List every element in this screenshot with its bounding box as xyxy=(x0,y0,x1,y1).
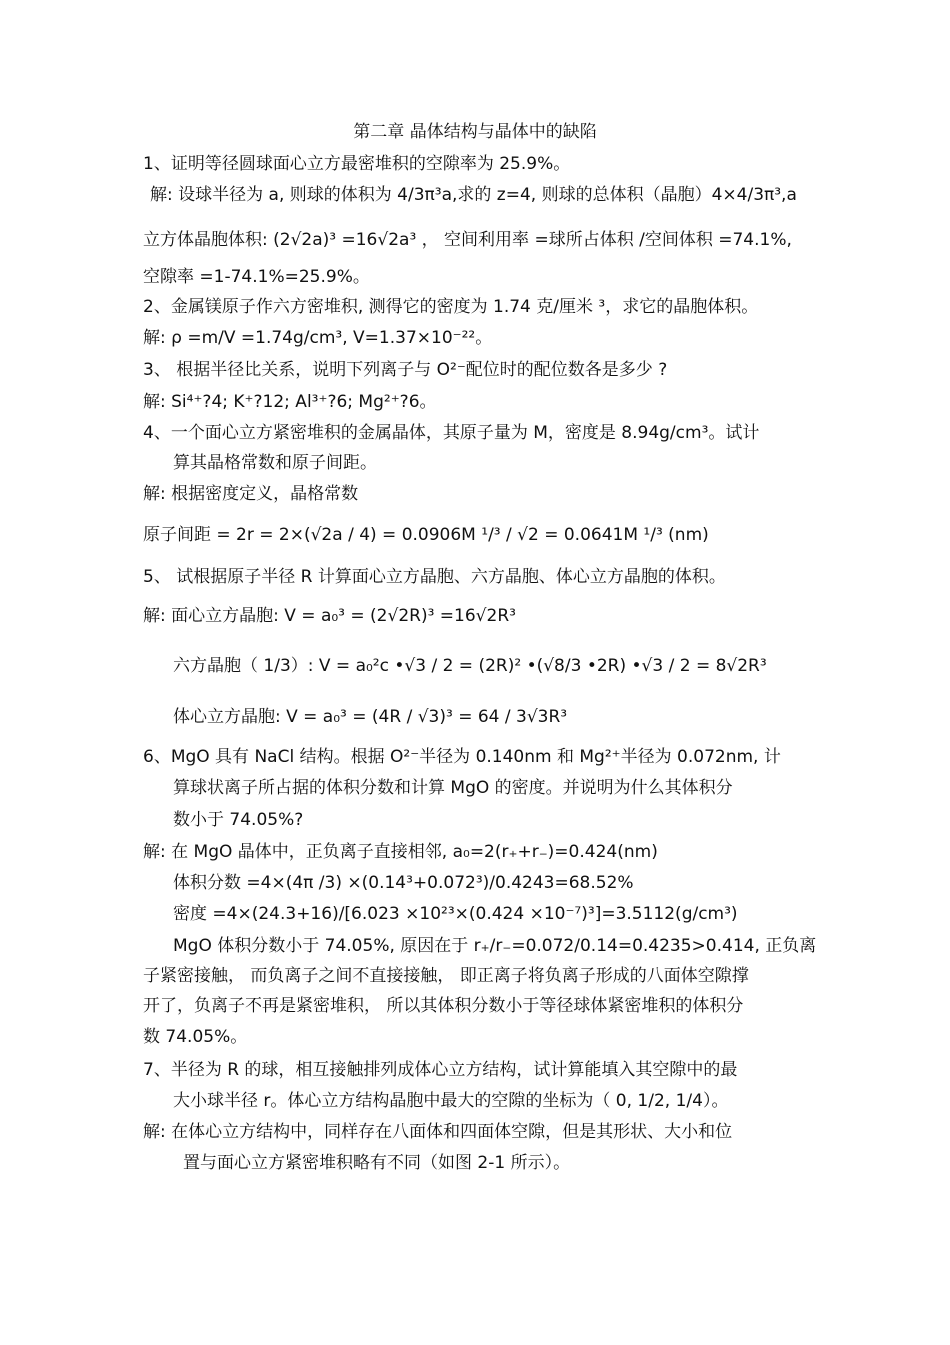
q6-text-2: 算球状离子所占据的体积分数和计算 MgO 的密度。并说明为什么其体积分 xyxy=(173,778,733,798)
q4-solution-1: 解: 根据密度定义，晶格常数 xyxy=(143,484,359,504)
q5-solution-1: 解: 面心立方晶胞: V = a₀³ = (2√2R)³ =16√2R³ xyxy=(143,606,516,626)
q1-text: 1、证明等径圆球面心立方最密堆积的空隙率为 25.9%。 xyxy=(143,154,571,174)
q5-solution-2: 六方晶胞（ 1/3）: V = a₀²c •√3 / 2 = (2R)² •(√8/3 •2R) •√3 / 2 = 8√2R³ xyxy=(173,656,767,676)
q7-solution-2: 置与面心立方紧密堆积略有不同（如图 2-1 所示）。 xyxy=(183,1153,571,1173)
q7-text-2: 大小球半径 r。体心立方结构晶胞中最大的空隙的坐标为（ 0, 1/2, 1/4）。 xyxy=(173,1091,729,1111)
q6-solution-4: MgO 体积分数小于 74.05%, 原因在于 r₊/r₋=0.072/0.14=0.4235>0.414, 正负离 xyxy=(173,936,817,956)
q1-solution-1: 解: 设球半径为 a, 则球的体积为 4/3π³a,求的 z=4, 则球的总体积（晶胞）4×4/3π³,a xyxy=(150,185,797,205)
chapter-title: 第二章 晶体结构与晶体中的缺陷 xyxy=(353,122,597,142)
q1-solution-2: 立方体晶胞体积: (2√2a)³ =16√2a³ ， 空间利用率 =球所占体积 /空间体积 =74.1%, xyxy=(143,230,792,250)
q4-text-2: 算其晶格常数和原子间距。 xyxy=(173,453,377,473)
q6-solution-2: 体积分数 =4×(4π /3) ×(0.14³+0.072³)/0.4243=68.52% xyxy=(173,873,634,893)
q3-text: 3、 根据半径比关系，说明下列离子与 O²⁻配位时的配位数各是多少 ? xyxy=(143,360,668,380)
q6-solution-7: 数 74.05%。 xyxy=(143,1027,248,1047)
q7-solution-1: 解: 在体心立方结构中，同样存在八面体和四面体空隙，但是其形状、大小和位 xyxy=(143,1122,733,1142)
q1-solution-3: 空隙率 =1-74.1%=25.9%。 xyxy=(143,267,370,287)
q6-text-3: 数小于 74.05%? xyxy=(173,810,304,830)
q3-solution: 解: Si⁴⁺?4; K⁺?12; Al³⁺?6; Mg²⁺?6。 xyxy=(143,392,437,412)
q6-solution-1: 解: 在 MgO 晶体中，正负离子直接相邻, a₀=2(r₊+r₋)=0.424(nm) xyxy=(143,842,658,862)
q4-text-1: 4、一个面心立方紧密堆积的金属晶体，其原子量为 M，密度是 8.94g/cm³。试计 xyxy=(143,423,760,443)
q6-solution-5: 子紧密接触， 而负离子之间不直接接触， 即正离子将负离子形成的八面体空隙撑 xyxy=(143,966,749,986)
q4-solution-2: 原子间距 = 2r = 2×(√2a / 4) = 0.0906M ¹/³ / √2 = 0.0641M ¹/³ (nm) xyxy=(143,525,709,545)
q6-text-1: 6、MgO 具有 NaCl 结构。根据 O²⁻半径为 0.140nm 和 Mg²⁺半径为 0.072nm, 计 xyxy=(143,747,781,767)
q5-text: 5、 试根据原子半径 R 计算面心立方晶胞、六方晶胞、体心立方晶胞的体积。 xyxy=(143,567,726,587)
q6-solution-3: 密度 =4×(24.3+16)/[6.023 ×10²³×(0.424 ×10⁻⁷)³]=3.5112(g/cm³) xyxy=(173,904,738,924)
q2-text: 2、金属镁原子作六方密堆积, 测得它的密度为 1.74 克/厘米 ³，求它的晶胞体积。 xyxy=(143,297,759,317)
q7-text-1: 7、半径为 R 的球，相互接触排列成体心立方结构，试计算能填入其空隙中的最 xyxy=(143,1060,738,1080)
q2-solution: 解: ρ =m/V =1.74g/cm³, V=1.37×10⁻²²。 xyxy=(143,328,493,348)
q5-solution-3: 体心立方晶胞: V = a₀³ = (4R / √3)³ = 64 / 3√3R³ xyxy=(173,707,568,727)
q6-solution-6: 开了，负离子不再是紧密堆积， 所以其体积分数小于等径球体紧密堆积的体积分 xyxy=(143,996,744,1016)
